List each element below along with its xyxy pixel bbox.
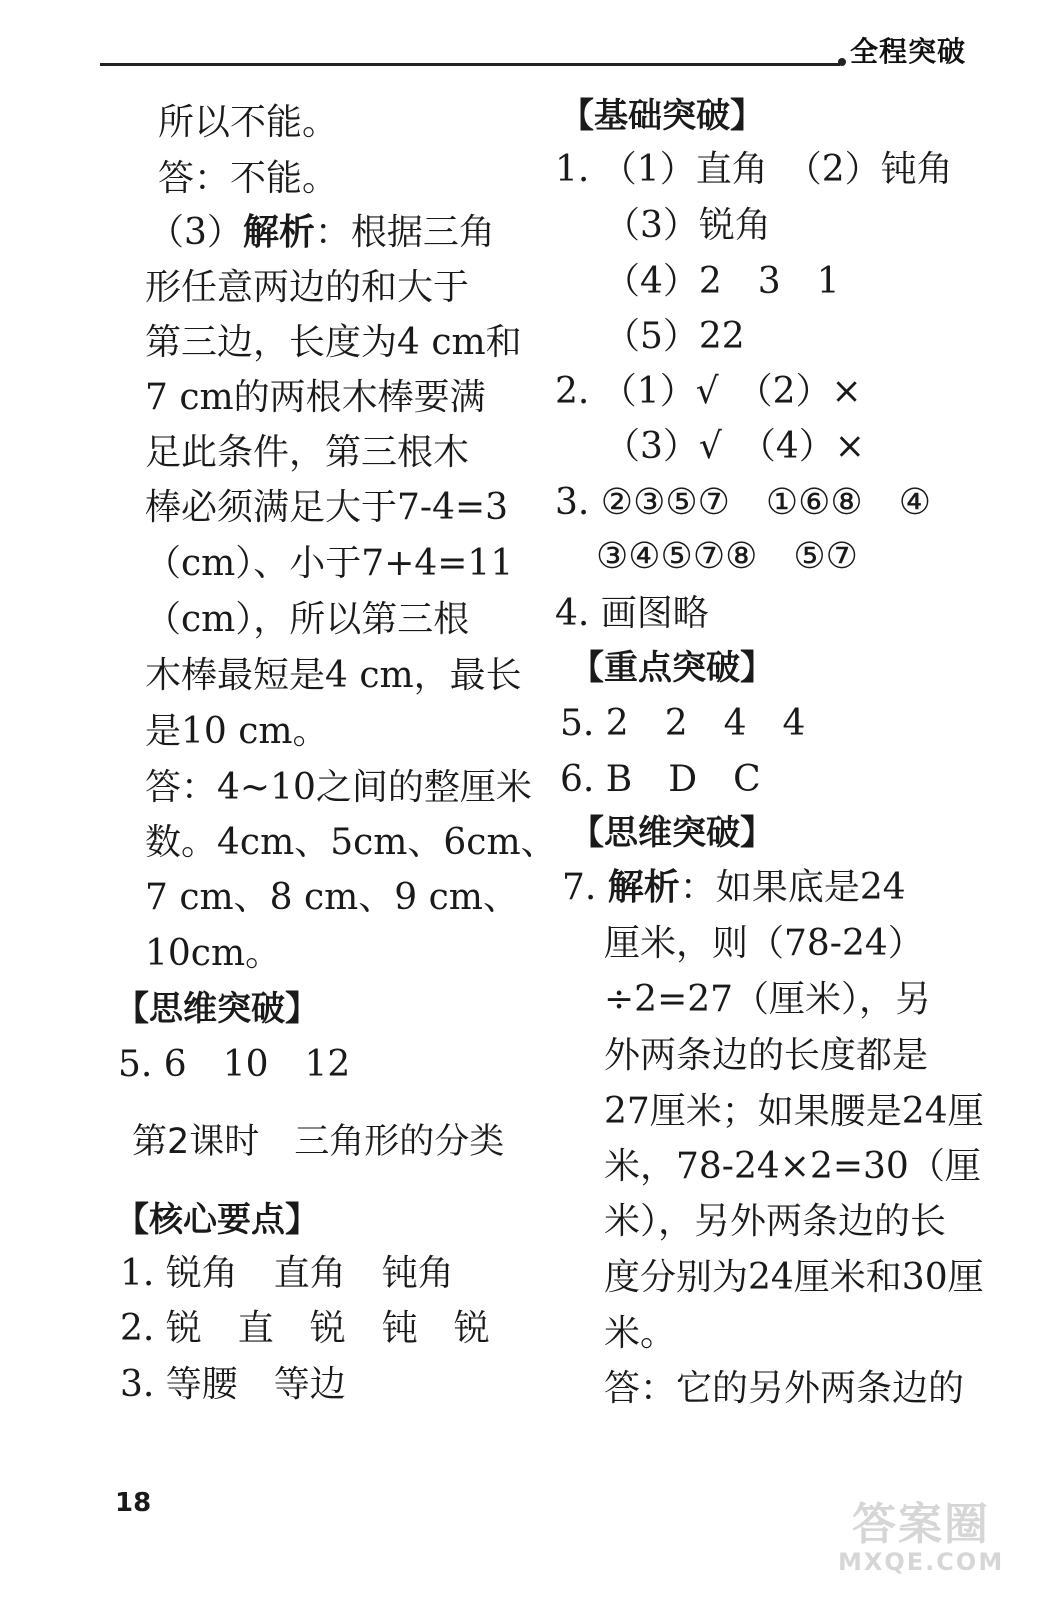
right-line-17: 米，78-24×2=30（厘 <box>604 1146 981 1187</box>
section-siwei-right: 【思维突破】 <box>570 813 774 853</box>
right-line-12 <box>562 866 906 910</box>
page-number: 18 <box>115 1488 152 1518</box>
left-line-16: 10cm。 <box>145 933 282 974</box>
left-line-13: 答：4~10之间的整厘米 <box>145 767 532 808</box>
item-number: 7. <box>562 867 608 908</box>
left-line-18: 1. 锐角 直角 钝角 <box>120 1253 454 1294</box>
left-line-1: 所以不能。 <box>158 102 339 143</box>
analysis-label: 解析 <box>242 212 315 253</box>
left-line-7: 足此条件，第三根木 <box>145 432 470 473</box>
left-line-6: 7 cm的两根木棒要满 <box>145 377 486 418</box>
analysis-text: ：根据三角 <box>314 212 495 253</box>
section-siwei-left: 【思维突破】 <box>115 989 319 1029</box>
left-line-8: 棒必须满足大于7-4=3 <box>145 487 509 528</box>
right-line-15: 外两条边的长度都是 <box>604 1035 929 1076</box>
right-line-14: ÷2=27（厘米），另 <box>604 979 932 1020</box>
item-number: （3） <box>148 212 243 253</box>
left-line-17: 5. 6 10 12 <box>118 1044 351 1085</box>
right-line-7: 3. ②③⑤⑦ ①⑥⑧ ④ <box>555 482 931 523</box>
right-line-5: 2. （1）√ （2）× <box>555 371 862 412</box>
left-line-10: （cm），所以第三根 <box>145 599 470 640</box>
right-line-16: 27厘米；如果腰是24厘 <box>604 1091 984 1132</box>
right-line-9: 4. 画图略 <box>555 593 709 634</box>
right-line-18: 米），另外两条边的长 <box>604 1201 947 1242</box>
right-line-20: 米。 <box>604 1313 677 1354</box>
left-line-5: 第三边，长度为4 cm和 <box>145 322 522 363</box>
right-line-21: 答：它的另外两条边的 <box>604 1368 965 1409</box>
right-line-8: ③④⑤⑦⑧ ⑤⑦ <box>596 536 858 577</box>
left-line-20: 3. 等腰 等边 <box>120 1364 346 1405</box>
right-line-6: （3）√ （4）× <box>604 426 865 467</box>
left-line-11: 木棒最短是4 cm，最长 <box>145 655 522 696</box>
lesson-title: 第2课时 三角形的分类 <box>132 1122 505 1162</box>
right-line-19: 度分别为24厘米和30厘 <box>604 1257 984 1298</box>
left-line-2: 答：不能。 <box>158 158 339 199</box>
header-dot <box>838 58 846 66</box>
left-line-4: 形任意两边的和大于 <box>145 267 470 308</box>
analysis-text: ：如果底是24 <box>679 867 906 908</box>
analysis-label: 解析 <box>607 867 680 908</box>
section-hexin: 【核心要点】 <box>115 1200 319 1240</box>
left-line-19: 2. 锐 直 锐 钝 锐 <box>120 1308 490 1349</box>
right-line-1: 1. （1）直角 （2）钝角 <box>555 149 953 190</box>
right-line-13: 厘米，则（78-24） <box>604 923 924 964</box>
section-jichu: 【基础突破】 <box>560 96 764 136</box>
brand-title: 全程突破 <box>850 35 967 68</box>
watermark-url: MXQE.COM <box>838 1548 1005 1576</box>
right-line-11: 6. B D C <box>560 759 761 800</box>
left-line-15: 7 cm、8 cm、9 cm、 <box>145 877 519 918</box>
section-zhongdian: 【重点突破】 <box>570 648 774 688</box>
left-line-14: 数。4cm、5cm、6cm、 <box>145 822 557 863</box>
right-line-3: （4）2 3 1 <box>604 261 840 302</box>
right-line-4: （5）22 <box>604 316 745 357</box>
header-rule <box>100 63 840 66</box>
left-line-9: （cm）、小于7+4=11 <box>145 543 514 584</box>
left-line-12: 是10 cm。 <box>145 711 329 752</box>
left-line-3 <box>148 211 495 255</box>
right-line-2: （3）锐角 <box>604 205 771 246</box>
right-line-10: 5. 2 2 4 4 <box>560 703 806 744</box>
watermark-logo: 答案圈 <box>852 1499 990 1550</box>
